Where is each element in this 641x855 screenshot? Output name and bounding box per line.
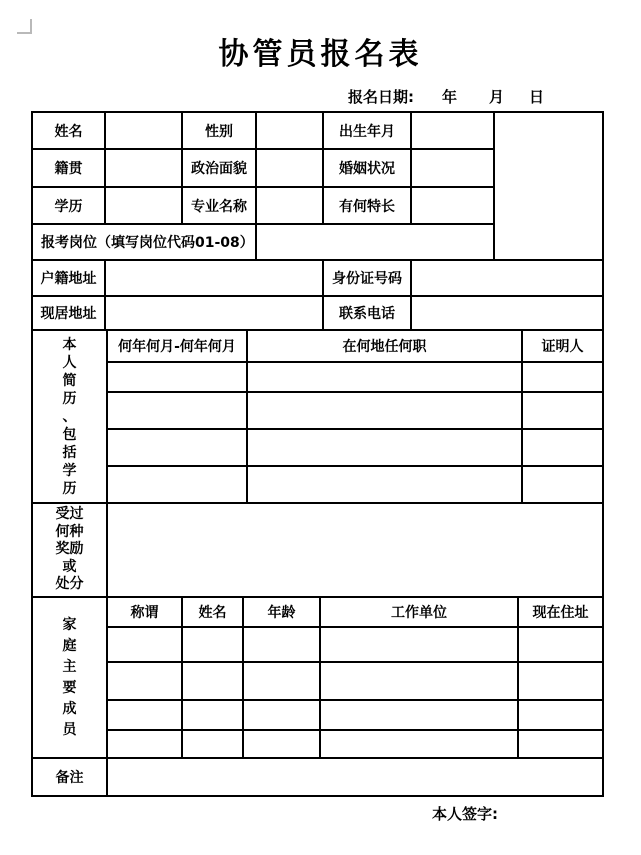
family-relation-input-cell[interactable] xyxy=(108,731,183,757)
current-address-label: 现居地址 xyxy=(33,297,106,329)
native-place-label: 籍贯 xyxy=(33,150,106,186)
awards-side-label: 受过 何种 奖励 或 处分 xyxy=(33,504,108,596)
political-status-input-cell[interactable] xyxy=(257,150,324,186)
family-address-input-cell[interactable] xyxy=(519,701,602,729)
resume-reference-input-cell[interactable] xyxy=(523,467,602,502)
resume-position-input-cell[interactable] xyxy=(248,363,523,391)
remarks-label: 备注 xyxy=(33,759,108,795)
family-workunit-header: 工作单位 xyxy=(321,598,519,626)
table-row xyxy=(33,188,493,225)
specialty-label: 有何特长 xyxy=(324,188,412,223)
family-name-input-cell[interactable] xyxy=(183,628,244,661)
table-row xyxy=(108,393,602,430)
table-row xyxy=(108,628,602,663)
signature-label: 本人签字: xyxy=(432,805,498,823)
marital-status-label: 婚姻状况 xyxy=(324,150,412,186)
resume-section xyxy=(33,331,602,504)
registration-date-line xyxy=(348,88,544,104)
table-row xyxy=(108,467,602,502)
id-number-label: 身份证号码 xyxy=(324,261,412,295)
family-age-input-cell[interactable] xyxy=(244,701,321,729)
photo-cell[interactable] xyxy=(493,113,602,259)
basic-info-section xyxy=(33,113,602,261)
gender-input-cell[interactable] xyxy=(257,113,324,148)
phone-input-cell[interactable] xyxy=(412,297,602,329)
table-row xyxy=(33,297,602,331)
household-address-input-cell[interactable] xyxy=(106,261,324,295)
remarks-input-cell[interactable] xyxy=(108,759,602,795)
resume-reference-header: 证明人 xyxy=(541,339,584,355)
table-row xyxy=(108,430,602,467)
table-row xyxy=(33,225,493,259)
family-workunit-input-cell[interactable] xyxy=(321,731,519,757)
resume-reference-input-cell[interactable] xyxy=(523,393,602,428)
family-workunit-input-cell[interactable] xyxy=(321,663,519,699)
family-age-input-cell[interactable] xyxy=(244,663,321,699)
family-address-input-cell[interactable] xyxy=(519,731,602,757)
table-row xyxy=(33,113,493,150)
resume-period-input-cell[interactable] xyxy=(108,467,248,502)
family-name-header: 姓名 xyxy=(183,598,244,626)
family-relation-header: 称谓 xyxy=(108,598,183,626)
resume-reference-input-cell[interactable] xyxy=(523,363,602,391)
awards-section xyxy=(33,504,602,598)
family-side-label: 家 庭 主 要 成 员 xyxy=(33,598,108,757)
resume-period-header: 何年何月-何年何月 xyxy=(108,331,248,361)
resume-position-input-cell[interactable] xyxy=(248,430,523,465)
birth-date-label: 出生年月 xyxy=(324,113,412,148)
birth-date-input-cell[interactable] xyxy=(412,113,493,148)
resume-side-label: 本 人 简 历 、 包 括 学 历 xyxy=(33,331,108,502)
family-age-input-cell[interactable] xyxy=(244,628,321,661)
family-name-input-cell[interactable] xyxy=(183,701,244,729)
family-name-input-cell[interactable] xyxy=(183,663,244,699)
table-row xyxy=(108,731,602,757)
table-row xyxy=(108,663,602,701)
remarks-row xyxy=(33,759,602,795)
resume-period-input-cell[interactable] xyxy=(108,393,248,428)
family-relation-input-cell[interactable] xyxy=(108,663,183,699)
current-address-input-cell[interactable] xyxy=(106,297,324,329)
political-status-label: 政治面貌 xyxy=(183,150,257,186)
specialty-input-cell[interactable] xyxy=(412,188,493,223)
date-day-label: 日 xyxy=(529,87,545,106)
date-label: 报名日期: xyxy=(348,87,414,106)
family-section xyxy=(33,598,602,759)
family-relation-input-cell[interactable] xyxy=(108,628,183,661)
id-number-input-cell[interactable] xyxy=(412,261,602,295)
resume-period-input-cell[interactable] xyxy=(108,430,248,465)
native-place-input-cell[interactable] xyxy=(106,150,183,186)
table-row xyxy=(108,363,602,393)
marital-status-input-cell[interactable] xyxy=(412,150,493,186)
resume-position-input-cell[interactable] xyxy=(248,393,523,428)
gender-label: 性别 xyxy=(183,113,257,148)
phone-label: 联系电话 xyxy=(324,297,412,329)
table-row xyxy=(108,701,602,731)
table-row xyxy=(33,150,493,188)
name-label: 姓名 xyxy=(33,113,106,148)
applied-position-input-cell[interactable] xyxy=(257,225,493,259)
major-label: 专业名称 xyxy=(183,188,257,223)
family-name-input-cell[interactable] xyxy=(183,731,244,757)
registration-form-table xyxy=(31,111,604,797)
family-age-input-cell[interactable] xyxy=(244,731,321,757)
education-label: 学历 xyxy=(33,188,106,223)
applied-position-label: 报考岗位（填写岗位代码01-08） xyxy=(33,225,257,259)
family-address-input-cell[interactable] xyxy=(519,628,602,661)
resume-position-input-cell[interactable] xyxy=(248,467,523,502)
education-input-cell[interactable] xyxy=(106,188,183,223)
family-address-input-cell[interactable] xyxy=(519,663,602,699)
awards-input-cell[interactable] xyxy=(108,504,602,596)
household-address-label: 户籍地址 xyxy=(33,261,106,295)
form-title: 协管员报名表 xyxy=(218,37,423,72)
family-workunit-input-cell[interactable] xyxy=(321,628,519,661)
major-input-cell[interactable] xyxy=(257,188,324,223)
family-workunit-input-cell[interactable] xyxy=(321,701,519,729)
resume-period-input-cell[interactable] xyxy=(108,363,248,391)
date-month-label: 月 xyxy=(489,87,505,106)
family-address-header: 现在住址 xyxy=(532,605,589,621)
resume-position-header: 在何地任何职 xyxy=(248,331,523,361)
table-row xyxy=(108,598,602,628)
family-relation-input-cell[interactable] xyxy=(108,701,183,729)
table-row xyxy=(108,331,602,363)
table-row xyxy=(33,261,602,297)
resume-reference-input-cell[interactable] xyxy=(523,430,602,465)
family-age-header: 年龄 xyxy=(244,598,321,626)
name-input-cell[interactable] xyxy=(106,113,183,148)
date-year-label: 年 xyxy=(442,87,458,106)
